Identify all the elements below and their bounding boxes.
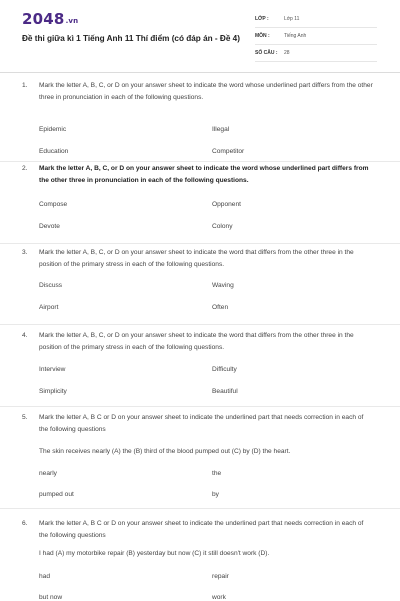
question-divider: [0, 243, 400, 244]
question-number: 5.: [22, 414, 28, 421]
option-b[interactable]: Waving: [212, 282, 234, 289]
option-a[interactable]: Interview: [39, 366, 66, 373]
question-text: Mark the letter A, B, C, or D on your answer sheet to indicate the word that differs from the other three in the position of the primary stress in each of the following questions.: [39, 249, 354, 268]
meta-label: MÔN :: [255, 33, 270, 39]
question-text: Mark the letter A, B C or D on your answer sheet to indicate the underlined part that needs correction in each of the following questions: [39, 520, 364, 539]
meta-row-subject: [255, 29, 377, 45]
question-text: Mark the letter A, B, C, or D on your answer sheet to indicate the word that differs from the other three in the position of the primary stress in each of the following questions.: [39, 332, 354, 351]
logo-suffix: .vn: [65, 17, 79, 25]
option-b[interactable]: Illegal: [212, 126, 230, 133]
question-number: 1.: [22, 82, 28, 89]
option-b[interactable]: Difficulty: [212, 366, 237, 373]
meta-row-class: [255, 12, 377, 28]
logo-text: 2048: [22, 10, 65, 28]
question-divider: [0, 508, 400, 509]
site-logo[interactable]: [22, 10, 78, 28]
option-b[interactable]: the: [212, 470, 222, 477]
option-a[interactable]: Epidemic: [39, 126, 67, 133]
option-c[interactable]: but now: [39, 594, 63, 601]
option-c[interactable]: Airport: [39, 304, 59, 311]
meta-value: 28: [284, 50, 290, 56]
option-d[interactable]: Colony: [212, 223, 233, 230]
question-number: 2.: [22, 165, 28, 172]
meta-row-count: [255, 46, 377, 62]
question-text: Mark the letter A, B, C, or D on your answer sheet to indicate the word whose underlined part differs from the other three in pronunciation in each of the following questions.: [39, 82, 373, 101]
meta-label: SỐ CÂU :: [255, 50, 278, 56]
meta-value: Tiếng Anh: [284, 33, 307, 39]
option-b[interactable]: Opponent: [212, 201, 241, 208]
question-sentence: The skin receives nearly (A) the (B) third of the blood pumped out (C) by (D) the heart.: [39, 448, 291, 455]
question-divider: [0, 406, 400, 407]
option-d[interactable]: by: [212, 491, 219, 498]
question-divider: [0, 324, 400, 325]
option-d[interactable]: work: [212, 594, 226, 601]
option-d[interactable]: Competitor: [212, 148, 245, 155]
question-number: 4.: [22, 332, 28, 339]
question-divider: [0, 161, 400, 162]
option-c[interactable]: Devote: [39, 223, 60, 230]
question-text: Mark the letter A, B, C, or D on your answer sheet to indicate the word whose underlined part differs from the other three in pronunciation in each of the following questions.: [39, 165, 369, 184]
option-c[interactable]: Simplicity: [39, 388, 67, 395]
option-a[interactable]: Discuss: [39, 282, 63, 289]
question-number: 6.: [22, 520, 28, 527]
header-divider: [0, 72, 400, 73]
option-a[interactable]: had: [39, 573, 51, 580]
option-c[interactable]: Education: [39, 148, 69, 155]
meta-value: Lớp 11: [284, 16, 300, 22]
option-d[interactable]: Often: [212, 304, 229, 311]
exam-meta: [255, 12, 377, 63]
page-header: [0, 0, 400, 72]
question-text: Mark the letter A, B C or D on your answer sheet to indicate the underlined part that needs correction in each of the following questions: [39, 414, 364, 433]
question-sentence: I had (A) my motorbike repair (B) yesterday but now (C) it still doesn't work (D).: [39, 550, 270, 557]
question-number: 3.: [22, 249, 28, 256]
option-b[interactable]: repair: [212, 573, 229, 580]
page-title: Đề thi giữa kì 1 Tiếng Anh 11 Thí điểm (có đáp án - Đề 4): [22, 34, 240, 43]
option-a[interactable]: nearly: [39, 470, 57, 477]
option-a[interactable]: Compose: [39, 201, 68, 208]
option-d[interactable]: Beautiful: [212, 388, 238, 395]
option-c[interactable]: pumped out: [39, 491, 74, 498]
meta-label: LỚP :: [255, 16, 269, 22]
